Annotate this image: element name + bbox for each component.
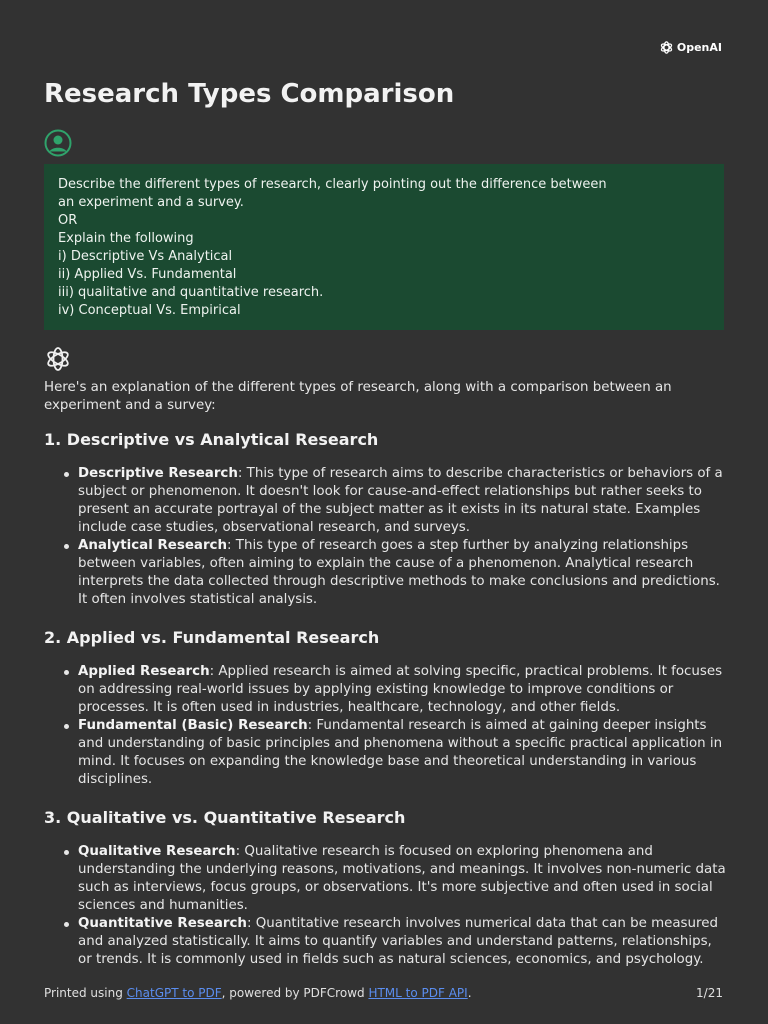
list-item <box>78 663 728 717</box>
prompt-line: Explain the following <box>58 231 194 246</box>
bullet-list <box>44 843 728 969</box>
term-description: : This type of research goes a step further by analyzing relationships between variables, often aiming to explain the cause of a phenomenon. Analytical research interprets the data collected through descriptive methods to make conclusions and predictions. It often involves statistical analysis. <box>78 538 720 607</box>
bullet-list <box>44 663 728 789</box>
prompt-line: an experiment and a survey. <box>58 195 244 210</box>
footer-suffix: . <box>467 986 472 1000</box>
term-description: : Quantitative research involves numerical data that can be measured and analyzed statistically. It aims to quantify variables and understand patterns, relationships, or trends. It is commonly used in fields such as natural sciences, economics, and psychology. <box>78 916 718 967</box>
bullet-list <box>44 465 728 609</box>
brand-name: OpenAI <box>676 41 722 54</box>
term-label: Descriptive Research <box>78 466 238 481</box>
openai-logo-icon <box>659 40 674 55</box>
list-item <box>78 915 728 969</box>
chatgpt-to-pdf-link[interactable]: ChatGPT to PDF <box>126 986 222 1000</box>
term-description: : Applied research is aimed at solving specific, practical problems. It focuses on addressing real-world issues by applying existing knowledge to improve conditions or processes. It is often used in industries, healthcare, technology, and other fields. <box>78 664 723 715</box>
footer-middle: , powered by PDFCrowd <box>221 986 369 1000</box>
term-label: Applied Research <box>78 664 210 679</box>
answer-sections <box>44 429 728 969</box>
list-item <box>78 537 728 609</box>
user-avatar-icon <box>44 129 72 157</box>
term-description: : Qualitative research is focused on exploring phenomena and understanding the underlying reasons, motivations, and meanings. It involves non-numeric data such as interviews, focus groups, or observations. It's more subjective and often used in social sciences and humanities. <box>78 844 726 913</box>
user-message <box>44 164 724 330</box>
footer-prefix: Printed using <box>44 986 127 1000</box>
html-to-pdf-api-link[interactable]: HTML to PDF API <box>368 986 468 1000</box>
prompt-line: ii) Applied Vs. Fundamental <box>58 267 237 282</box>
footer-credit <box>44 985 472 1001</box>
prompt-line: OR <box>58 213 78 228</box>
term-label: Analytical Research <box>78 538 228 553</box>
prompt-line: Describe the different types of research, clearly pointing out the difference between <box>58 177 607 192</box>
section-heading: 2. Applied vs. Fundamental Research <box>44 628 380 647</box>
term-label: Quantitative Research <box>78 916 247 931</box>
chatgpt-logo-icon <box>44 345 72 373</box>
page-title: Research Types Comparison <box>44 79 455 109</box>
term-label: Qualitative Research <box>78 844 236 859</box>
term-description: : Fundamental research is aimed at gaining deeper insights and understanding of basic principles and phenomena without a specific practical application in mind. It focuses on expanding the knowledge base and theoretical understanding in various disciplines. <box>78 718 723 787</box>
list-item <box>78 717 728 789</box>
brand <box>659 40 722 55</box>
list-item <box>78 465 728 537</box>
page-number: 1/21 <box>696 986 723 1000</box>
list-item <box>78 843 728 915</box>
prompt-line: iii) qualitative and quantitative research. <box>58 285 324 300</box>
answer-intro: Here's an explanation of the different types of research, along with a comparison between an experiment and a survey: <box>44 380 672 413</box>
section-heading: 1. Descriptive vs Analytical Research <box>44 430 379 449</box>
prompt-line: i) Descriptive Vs Analytical <box>58 249 233 264</box>
assistant-message <box>44 379 728 987</box>
term-description: : This type of research aims to describe characteristics or behaviors of a subject or phenomenon. It doesn't look for cause-and-effect relationships but rather seeks to present an accurate portrayal of the subject matter as it exists in its natural state. Examples include case studies, observational research, and surveys. <box>78 466 723 535</box>
prompt-line: iv) Conceptual Vs. Empirical <box>58 303 241 318</box>
term-label: Fundamental (Basic) Research <box>78 718 308 733</box>
section-heading: 3. Qualitative vs. Quantitative Research <box>44 808 406 827</box>
footer <box>44 985 723 1001</box>
